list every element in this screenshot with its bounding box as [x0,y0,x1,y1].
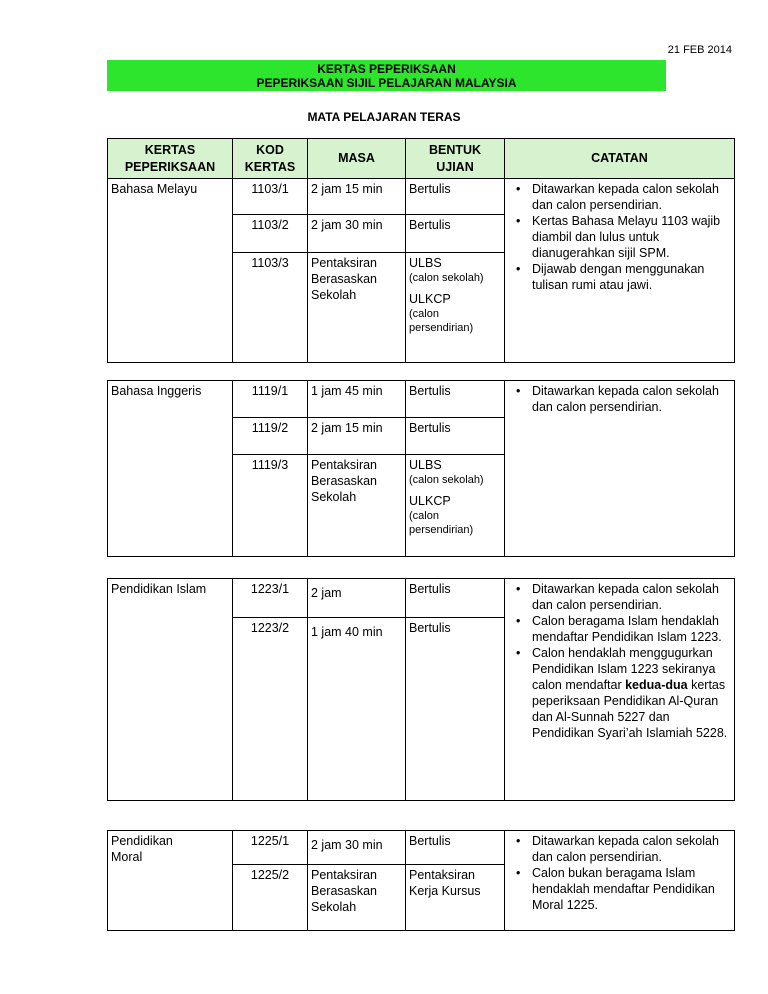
document-date: 21 FEB 2014 [667,44,732,56]
notes-cell [505,381,735,557]
table-bahasa-melayu [107,138,735,363]
paper-code: 1119/3 [233,455,308,557]
duration: 2 jam 30 min [308,831,406,865]
note-item: • Dijawab dengan menggunakan tulisan rumi atau jawi. [508,261,731,293]
subject-name: Pendidikan Moral [108,831,233,931]
test-form: Bertulis [406,215,505,253]
note-item: • Ditawarkan kepada calon sekolah dan calon persendirian. [508,581,731,613]
duration: Pentaksiran Berasaskan Sekolah [308,865,406,931]
paper-code: 1103/3 [233,253,308,363]
paper-code: 1223/1 [233,579,308,618]
header-kod: KOD KERTAS [233,139,308,179]
table-row [108,179,735,215]
note-item: • Calon hendaklah menggugurkan Pendidikan Islam 1223 sekiranya calon mendaftar kedua-dua kertas peperiksaan Pendidikan Al-Quran dan Al-Sunnah 5227 dan Pendidikan Syari’ah Islamiah 5228. [508,645,731,741]
paper-code: 1103/2 [233,215,308,253]
subject-name: Bahasa Melayu [108,179,233,363]
test-form: ULBS (calon sekolah) ULKCP (calon persendirian) [406,455,505,557]
table-pendidikan-moral [107,830,735,931]
test-form: Bertulis [406,179,505,215]
duration: 2 jam 15 min [308,179,406,215]
header-kertas: KERTAS PEPERIKSAAN [108,139,233,179]
title-banner [107,60,666,91]
test-form: Bertulis [406,418,505,455]
test-form: Bertulis [406,381,505,418]
duration: 2 jam 30 min [308,215,406,253]
paper-code: 1103/1 [233,179,308,215]
table-row [108,381,735,418]
test-form: Bertulis [406,579,505,618]
paper-code: 1223/2 [233,618,308,801]
duration: Pentaksiran Berasaskan Sekolah [308,253,406,363]
table-row [108,579,735,618]
banner-title-line2: PEPERIKSAAN SIJIL PELAJARAN MALAYSIA [256,76,517,90]
duration: 2 jam 15 min [308,418,406,455]
notes-cell [505,831,735,931]
table-bahasa-inggeris [107,380,735,557]
table-row [108,831,735,865]
duration: 1 jam 45 min [308,381,406,418]
note-item: • Ditawarkan kepada calon sekolah dan calon persendirian. [508,833,731,865]
paper-code: 1225/1 [233,831,308,865]
subject-name: Bahasa Inggeris [108,381,233,557]
subject-name: Pendidikan Islam [108,579,233,801]
table-header-row [108,139,735,179]
paper-code: 1119/2 [233,418,308,455]
note-item: • Calon bukan beragama Islam hendaklah mendaftar Pendidikan Moral 1225. [508,865,731,913]
duration: 2 jam [308,579,406,618]
header-masa: MASA [308,139,406,179]
paper-code: 1225/2 [233,865,308,931]
test-form: Pentaksiran Kerja Kursus [406,865,505,931]
test-form: ULBS (calon sekolah) ULKCP (calon persendirian) [406,253,505,363]
duration: 1 jam 40 min [308,618,406,801]
test-form: Bertulis [406,831,505,865]
notes-cell [505,179,735,363]
note-item: • Ditawarkan kepada calon sekolah dan calon persendirian. [508,383,731,415]
note-item: • Ditawarkan kepada calon sekolah dan calon persendirian. [508,181,731,213]
test-form: Bertulis [406,618,505,801]
table-pendidikan-islam [107,578,735,801]
notes-cell [505,579,735,801]
header-catatan: CATATAN [505,139,735,179]
duration: Pentaksiran Berasaskan Sekolah [308,455,406,557]
paper-code: 1119/1 [233,381,308,418]
note-item: • Kertas Bahasa Melayu 1103 wajib diambil dan lulus untuk dianugerahkan sijil SPM. [508,213,731,261]
note-item: • Calon beragama Islam hendaklah mendaftar Pendidikan Islam 1223. [508,613,731,645]
section-subtitle: MATA PELAJARAN TERAS [307,110,461,124]
banner-title-line1: KERTAS PEPERIKSAAN [317,62,456,76]
header-bentuk: BENTUK UJIAN [406,139,505,179]
